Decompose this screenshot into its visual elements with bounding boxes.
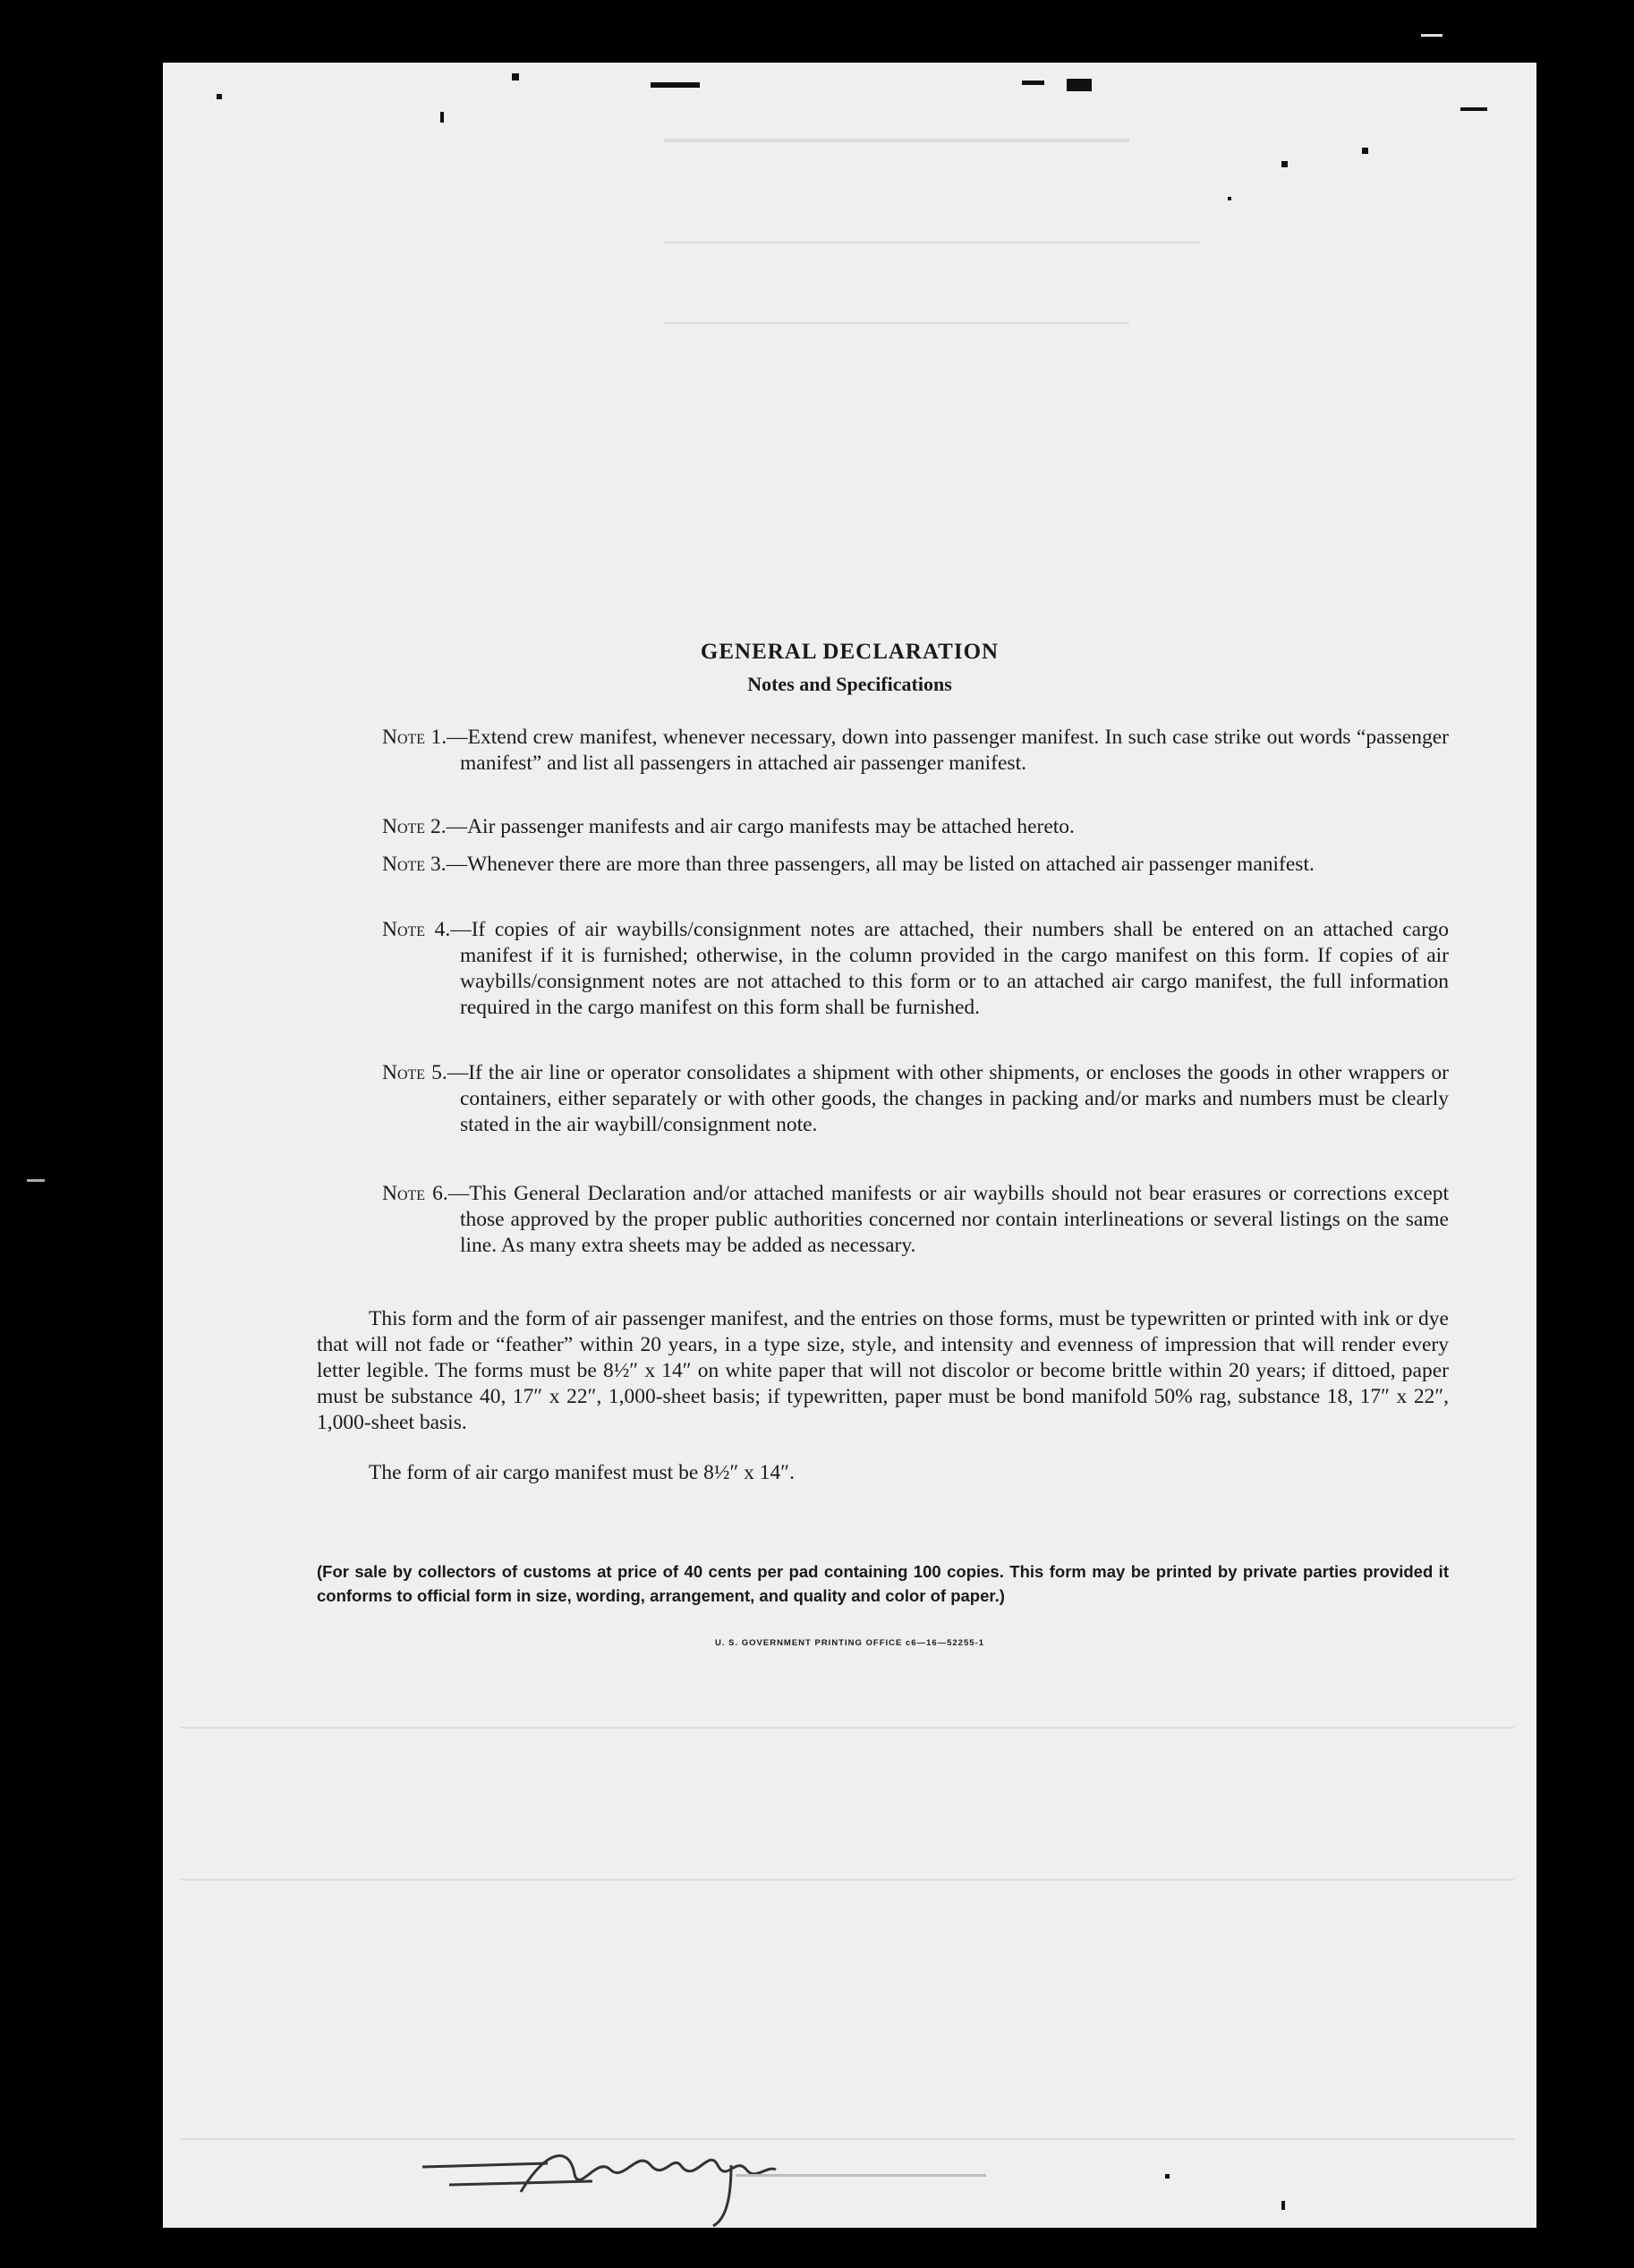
note-2: Note 2.—Air passenger manifests and air cargo manifests may be attached hereto. <box>382 815 1075 838</box>
scan-speck <box>1067 79 1092 91</box>
show-through-line <box>181 1727 1514 1729</box>
printer-imprint: U. S. GOVERNMENT PRINTING OFFICE c6—16—52255-1 <box>715 1638 984 1648</box>
note-label: Note 6. <box>382 1182 448 1205</box>
note-label: Note 3. <box>382 853 447 876</box>
note-6: Note 6.—This General Declaration and/or attached manifests or air waybills should not bear erasures or corrections except those approved by the proper public authorities concerned nor contain interlineations or several listings on the same line. As many extra sheets may be added as necessary. <box>382 1182 1449 1257</box>
show-through-line <box>736 2174 986 2177</box>
scan-speck <box>651 82 700 88</box>
page-title: GENERAL DECLARATION <box>700 640 1000 664</box>
note-text: Air passenger manifests and air cargo manifests may be attached hereto. <box>467 815 1075 838</box>
note-text: If copies of air waybills/consignment notes are attached, their numbers shall be entered on an attached cargo manifest if it is furnished; otherwise, in the column provided in the cargo manifest on this form. If copies of air waybills/consignment notes are not attached to this form or to an attached air cargo manifest, the full information required in the cargo manifest on this form shall be furnished. <box>460 918 1449 1019</box>
note-text: This General Declaration and/or attached manifests or air waybills should not bear erasures or corrections except those approved by the proper public authorities concerned nor contain interlineations or several listings on the same line. As many extra sheets may be added as necessary. <box>460 1182 1449 1257</box>
scan-speck <box>1228 197 1231 200</box>
note-label: Note 5. <box>382 1061 447 1084</box>
scan-speck <box>1421 34 1443 37</box>
note-text: Extend crew manifest, whenever necessary, down into passenger manifest. In such case strike out words “passenger manifest” and list all passengers in attached air passenger manifest. <box>460 726 1449 775</box>
scan-speck <box>512 73 519 81</box>
note-4: Note 4.—If copies of air waybills/consignment notes are attached, their numbers shall be entered on an attached cargo manifest if it is furnished; otherwise, in the column provided in the cargo manifest on this form. If copies of air waybills/consignment notes are not attached to this form or to an attached air cargo manifest, the full information required in the cargo manifest on this form shall be furnished. <box>382 918 1449 1019</box>
scan-speck <box>1362 148 1368 154</box>
scan-speck <box>27 1179 45 1182</box>
show-through-line <box>664 139 1129 142</box>
scan-speck <box>1460 107 1487 111</box>
show-through-line <box>664 322 1129 324</box>
sale-notice: (For sale by collectors of customs at price of 40 cents per pad containing 100 copies. This form may be printed by private parties provided it conforms to official form in size, wording, arrangement, and quality and color of paper.) <box>317 1562 1449 1605</box>
page-subtitle: Notes and Specifications <box>747 673 952 695</box>
note-label: Note 2. <box>382 815 447 838</box>
show-through-line <box>181 2138 1514 2140</box>
note-5: Note 5.—If the air line or operator consolidates a shipment with other shipments, or encloses the goods in other wrappers or containers, either separately or with other goods, the changes in packing and/or marks and numbers must be clearly stated in the air waybill/consignment note. <box>382 1061 1449 1136</box>
scan-speck <box>217 94 222 99</box>
specification-paragraph: This form and the form of air passenger manifest, and the entries on those forms, must be typewritten or printed with ink or dye that will not fade or “feather” within 20 years, in a type size, style, and intensity and evenness of impression that will render every letter legible. The forms must be 8½″ x 14″ on white paper that will not discolor or become brittle within 20 years; if dittoed, paper must be substance 40, 17″ x 22″, 1,000-sheet basis; if typewritten, paper must be bond manifold 50% rag, substance 18, 17″ x 22″, 1,000-sheet basis. <box>317 1307 1449 1434</box>
note-1: Note 1.—Extend crew manifest, whenever necessary, down into passenger manifest. In such case strike out words “passenger manifest” and list all passengers in attached air passenger manifest. <box>382 726 1449 775</box>
note-label: Note 4. <box>382 918 451 941</box>
scan-speck <box>1281 161 1288 167</box>
note-3: Note 3.—Whenever there are more than three passengers, all may be listed on attached air passenger manifest. <box>382 853 1315 876</box>
cargo-manifest-size-paragraph: The form of air cargo manifest must be 8½″ x 14″. <box>369 1461 795 1484</box>
scan-speck <box>1281 2201 1285 2210</box>
handwritten-signature <box>413 2120 789 2237</box>
note-text: If the air line or operator consolidates a shipment with other shipments, or encloses the goods in other wrappers or containers, either separately or with other goods, the changes in packing and/or marks and numbers must be clearly stated in the air waybill/consignment note. <box>460 1061 1449 1136</box>
note-text: Whenever there are more than three passengers, all may be listed on attached air passenger manifest. <box>467 853 1315 876</box>
scan-speck <box>1165 2174 1170 2179</box>
scan-speck <box>440 112 444 123</box>
note-label: Note 1. <box>382 726 447 749</box>
show-through-line <box>664 242 1201 243</box>
document-page <box>163 63 1536 2228</box>
show-through-line <box>181 1879 1514 1881</box>
scan-speck <box>1022 81 1044 85</box>
